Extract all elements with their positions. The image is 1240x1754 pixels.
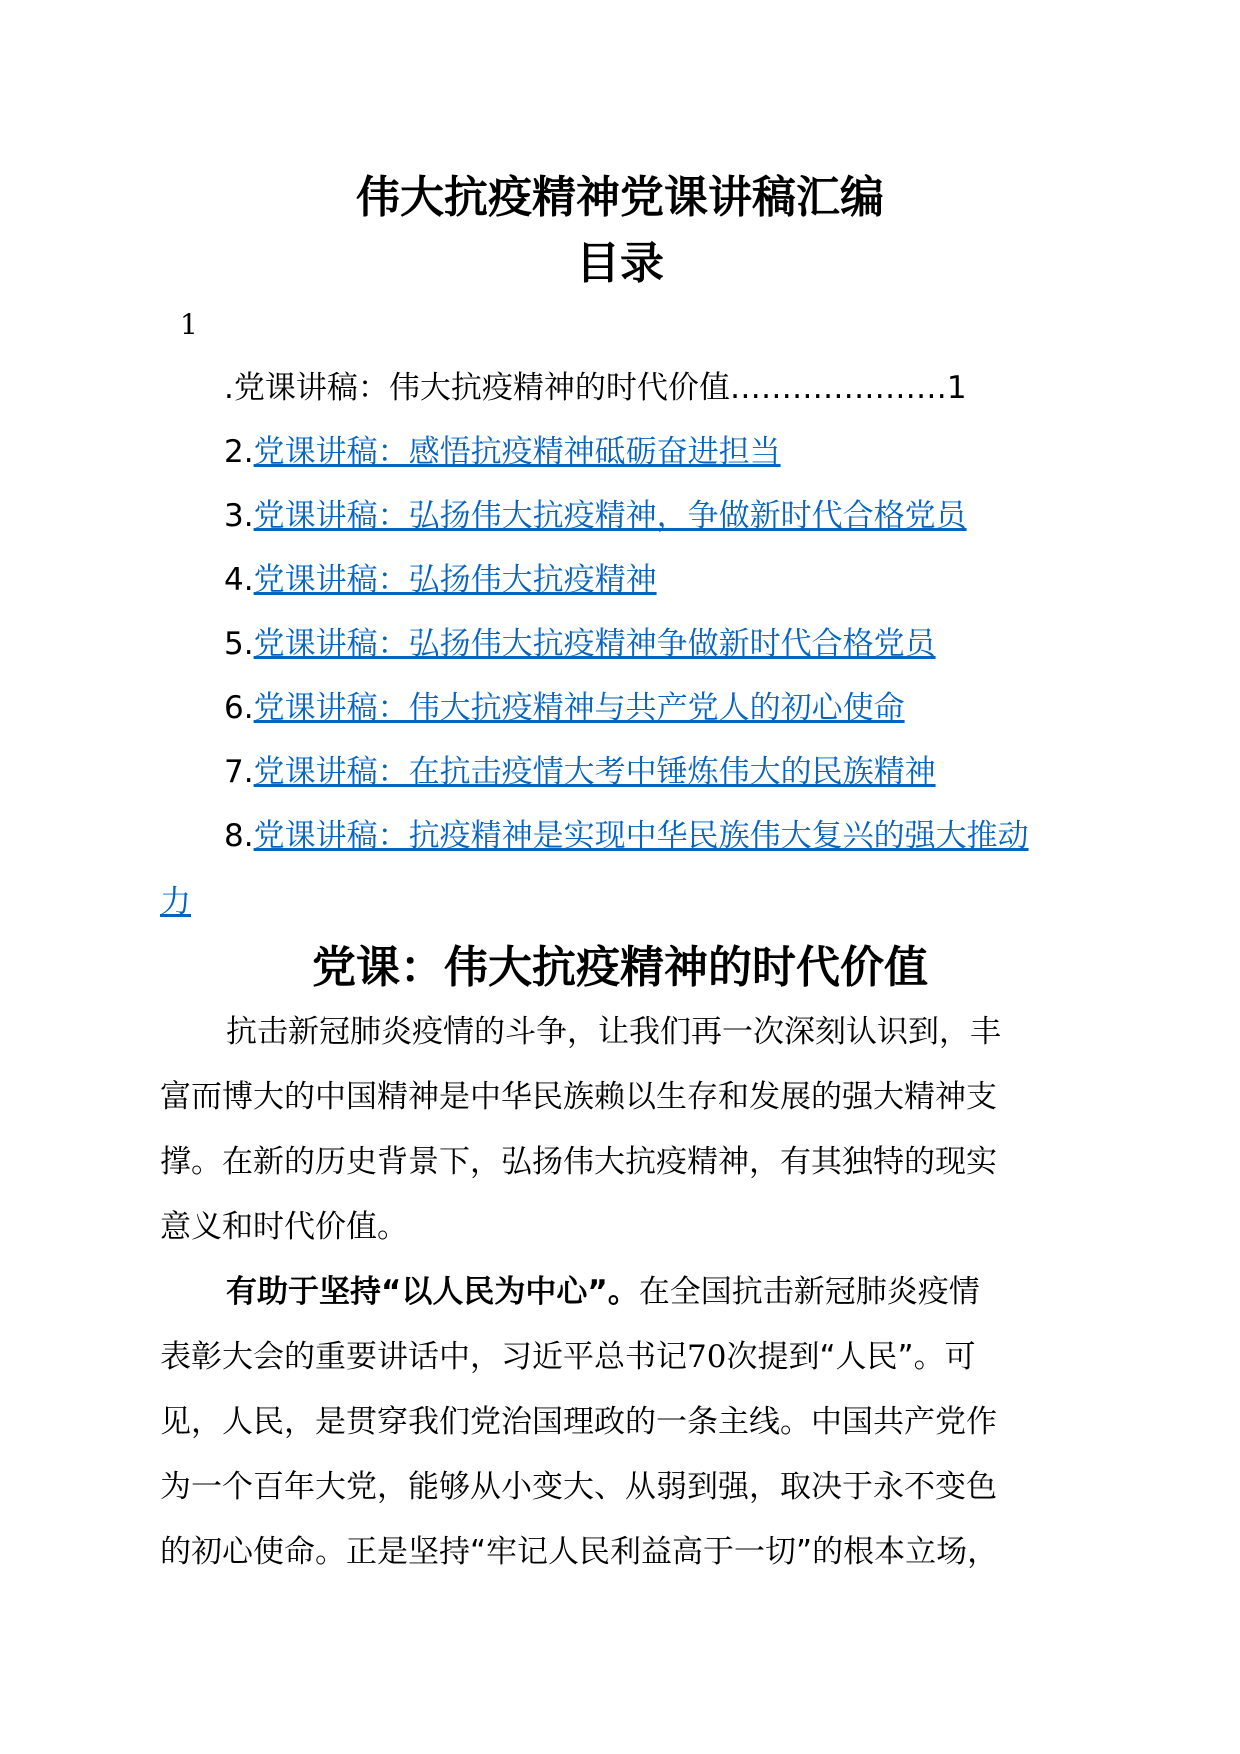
toc-item-number: 3. xyxy=(224,498,254,534)
section-title: 党课：伟大抗疫精神的时代价值 xyxy=(312,942,928,993)
toc-link[interactable]: 党课讲稿：在抗击疫情大考中锤炼伟大的民族精神 xyxy=(253,754,936,790)
paragraph-text: 在全国抗击新冠肺炎疫情 xyxy=(638,1274,980,1310)
paragraph-line: 见，人民，是贯穿我们党治国理政的一条主线。中国共产党作 xyxy=(160,1404,997,1440)
toc-item-5[interactable] xyxy=(224,624,936,664)
toc-link[interactable]: 党课讲稿：伟大抗疫精神与共产党人的初心使命 xyxy=(253,690,905,726)
document-title: 伟大抗疫精神党课讲稿汇编 xyxy=(356,172,884,223)
paragraph-1 xyxy=(160,1000,1095,1260)
toc-first-number: 1 xyxy=(180,308,198,341)
toc-item-text: .党课讲稿：伟大抗疫精神的时代价值…………………1 xyxy=(224,370,967,406)
toc-link[interactable]: 党课讲稿：弘扬伟大抗疫精神争做新时代合格党员 xyxy=(253,626,936,662)
toc-item-6[interactable] xyxy=(224,688,905,728)
paragraph-bold-lead: 有助于坚持“以人民为中心”。 xyxy=(226,1274,639,1310)
paragraph-text: 表彰大会的重要讲话中，习近平总书记 xyxy=(160,1339,687,1375)
paragraph-line xyxy=(160,1325,1095,1390)
toc-item-1 xyxy=(224,368,967,408)
toc-item-2[interactable] xyxy=(224,432,781,472)
toc-item-4[interactable] xyxy=(224,560,657,600)
paragraph-2 xyxy=(160,1260,1095,1585)
toc-item-8-continuation[interactable] xyxy=(160,882,191,922)
paragraph-line: 富而博大的中国精神是中华民族赖以生存和发展的强大精神支 xyxy=(160,1079,997,1115)
paragraph-line: 撑。在新的历史背景下，弘扬伟大抗疫精神，有其独特的现实 xyxy=(160,1144,997,1180)
toc-item-number: 2. xyxy=(224,434,254,470)
paragraph-line: 抗击新冠肺炎疫情的斗争，让我们再一次深刻认识到，丰 xyxy=(226,1014,1001,1050)
toc-item-number: 5. xyxy=(224,626,254,662)
paragraph-line: 意义和时代价值。 xyxy=(160,1209,408,1245)
toc-item-number: 6. xyxy=(224,690,254,726)
toc-link[interactable]: 党课讲稿：感悟抗疫精神砥砺奋进担当 xyxy=(253,434,781,470)
toc-link[interactable]: 党课讲稿：弘扬伟大抗疫精神，争做新时代合格党员 xyxy=(253,498,967,534)
toc-item-3[interactable] xyxy=(224,496,967,536)
toc-item-8[interactable] xyxy=(224,816,1029,856)
paragraph-text: 次提到“人民”。可 xyxy=(726,1339,976,1375)
paragraph-line: 为一个百年大党，能够从小变大、从弱到强，取决于永不变色 xyxy=(160,1469,997,1505)
toc-item-number: 4. xyxy=(224,562,254,598)
toc-link-continuation[interactable]: 力 xyxy=(160,884,191,920)
toc-link[interactable]: 党课讲稿：抗疫精神是实现中华民族伟大复兴的强大推动 xyxy=(253,818,1029,854)
paragraph-number: 70 xyxy=(687,1339,727,1375)
toc-item-7[interactable] xyxy=(224,752,936,792)
toc-item-number: 8. xyxy=(224,818,254,854)
paragraph-line xyxy=(160,1260,1095,1325)
toc-heading: 目录 xyxy=(576,238,664,289)
toc-link[interactable]: 党课讲稿：弘扬伟大抗疫精神 xyxy=(253,562,657,598)
toc-item-number: 7. xyxy=(224,754,254,790)
paragraph-line: 的初心使命。正是坚持“牢记人民利益高于一切”的根本立场， xyxy=(160,1534,999,1570)
